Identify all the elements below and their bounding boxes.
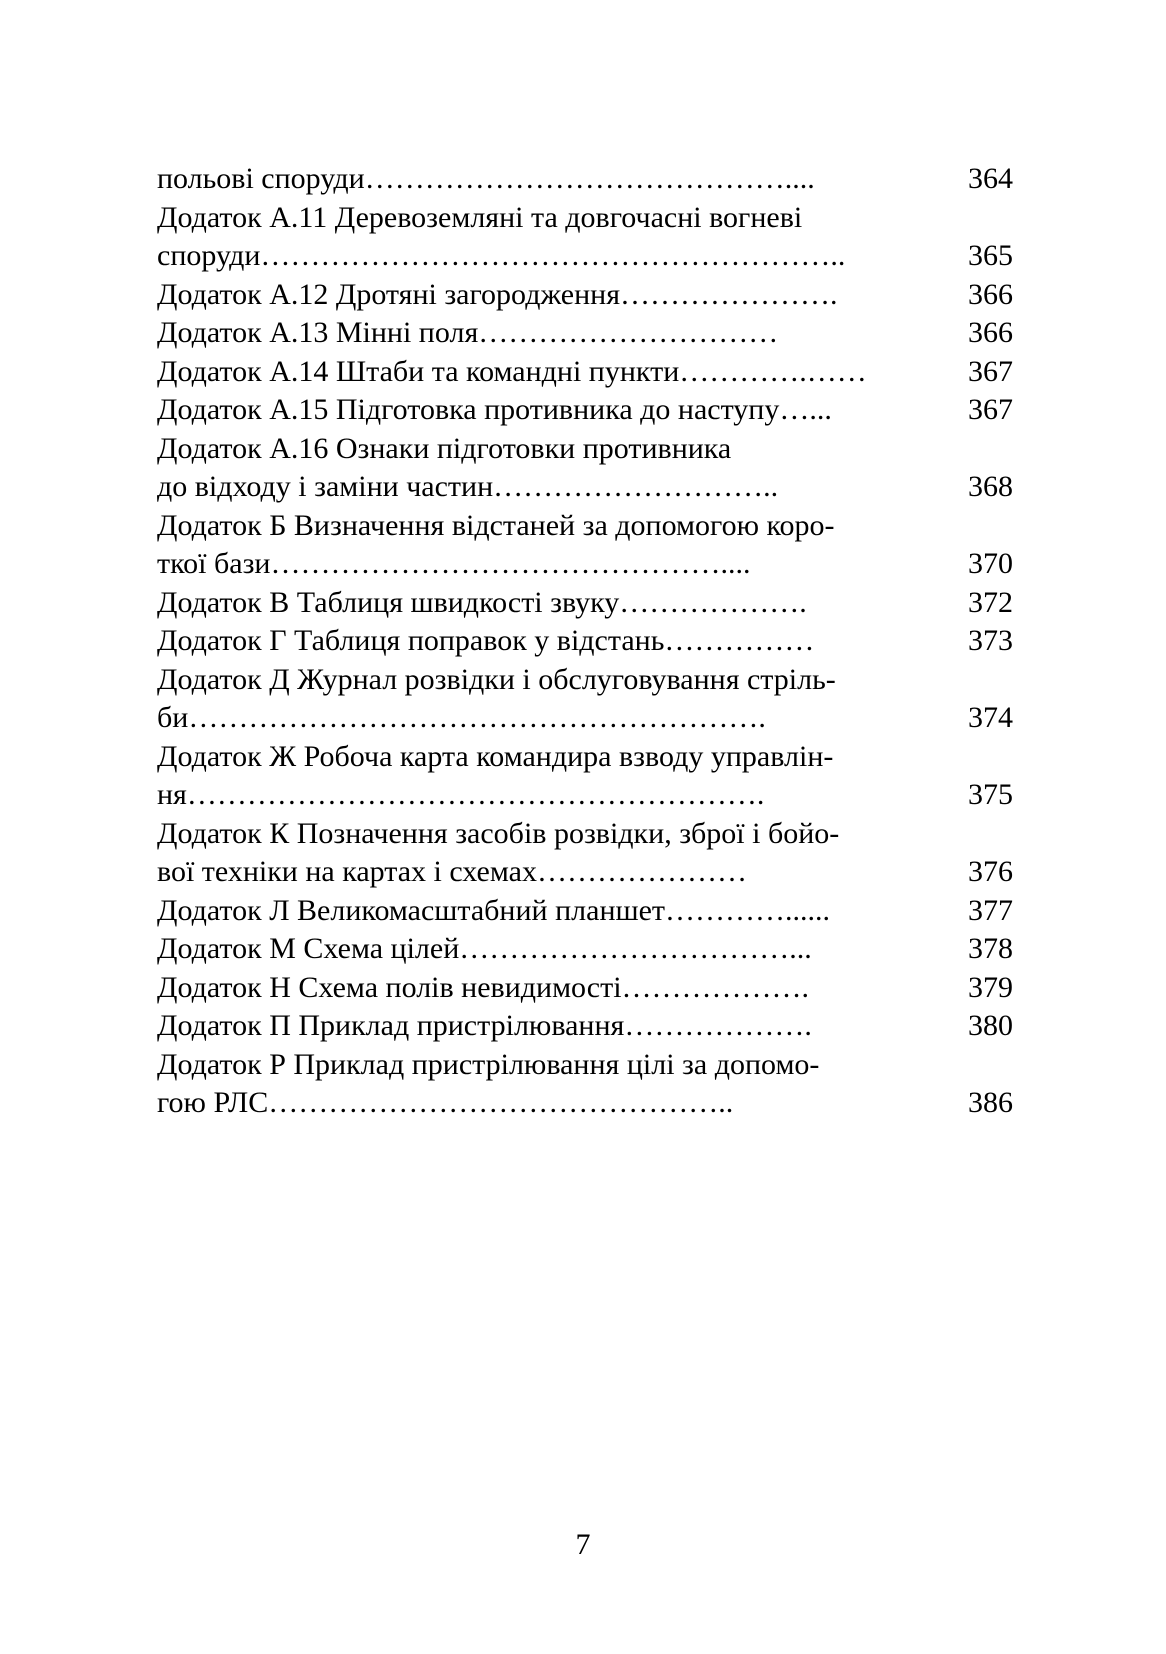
toc-entry-text: Додаток Ж Робоча карта командира взводу управлін- [157,739,834,773]
toc-page-number: 365 [968,239,1013,272]
toc-page-number: 366 [968,277,1013,311]
toc-entry-text: ня…………………………………………………. [157,778,765,811]
toc-line [157,507,1013,546]
toc-line [157,1084,1013,1123]
toc-entry-text: Додаток В Таблиця швидкості звуку………………. [157,585,807,619]
toc-entry-text: Додаток М Схема цілей……………………………... [157,932,812,965]
toc-page-number: 378 [968,932,1013,965]
toc-entry-text: Додаток Р Приклад пристрілювання цілі за допомо- [157,1047,820,1081]
toc-entry-text: польові споруди…………………………………….... [157,162,815,195]
toc-entry-text: вої техніки на картах і схемах………………… [157,855,747,888]
toc-entry-text: Додаток Н Схема полів невидимості………………. [157,970,810,1004]
toc-line [157,237,1013,276]
toc-line [157,430,1013,469]
toc-line [157,1007,1013,1046]
page-number: 7 [575,1528,591,1561]
toc-line [157,699,1013,738]
toc-page-number: 375 [968,778,1013,811]
toc-line [157,199,1013,238]
toc-entry-text: Додаток А.16 Ознаки підготовки противника [157,431,732,465]
toc-entry-text: Додаток К Позначення засобів розвідки, зброї і бойо- [157,816,840,850]
toc-page-number: 372 [968,585,1013,619]
toc-line [157,738,1013,777]
toc-line [157,353,1013,392]
toc-page-number: 373 [968,624,1013,657]
toc-entry-text: Додаток А.12 Дротяні загородження…………………. [157,277,838,311]
toc-line [157,314,1013,353]
toc-page-number: 376 [968,855,1013,888]
toc-line [157,853,1013,892]
toc-line [157,160,1013,199]
toc-page-number: 366 [968,316,1013,349]
toc-line [157,468,1013,507]
toc-entry-text: до відходу і заміни частин……………………….. [157,470,779,503]
toc-line [157,776,1013,815]
toc-page-number: 374 [968,701,1013,734]
toc-line [157,969,1013,1008]
toc-entry-text: Додаток А.13 Мінні поля………………………… [157,316,779,349]
toc-entry-text: Додаток Б Визначення відстаней за допомогою коро- [157,508,835,542]
toc-entry-text: би…………………………………………………. [157,701,766,734]
toc-page-number: 370 [968,547,1013,580]
table-of-contents [157,160,1013,1123]
toc-line [157,545,1013,584]
toc-page-number: 367 [968,354,1013,388]
toc-line [157,584,1013,623]
toc-page-number: 379 [968,970,1013,1004]
toc-line [157,1046,1013,1085]
toc-page-number: 367 [968,393,1013,426]
toc-page-number: 377 [968,893,1013,927]
toc-line [157,276,1013,315]
toc-entry-text: Додаток Л Великомасштабний планшет…………...... [157,893,831,927]
toc-page-number: 380 [968,1009,1013,1042]
toc-entry-text: гою РЛС……………………………………….. [157,1086,734,1119]
toc-line [157,930,1013,969]
toc-line [157,622,1013,661]
toc-line [157,391,1013,430]
toc-entry-text: Додаток П Приклад пристрілювання………………. [157,1009,812,1042]
toc-entry-text: Додаток Г Таблиця поправок у відстань…………… [157,624,815,657]
toc-entry-text: споруди………………………………………………….. [157,239,846,272]
toc-page-number: 386 [968,1086,1013,1119]
toc-page-number: 364 [968,162,1013,195]
toc-line [157,661,1013,700]
toc-line [157,815,1013,854]
toc-line [157,892,1013,931]
toc-entry-text: Додаток А.11 Деревоземляні та довгочасні вогневі [157,200,803,234]
toc-entry-text: ткої бази……………………………………….... [157,547,751,580]
toc-entry-text: Додаток Д Журнал розвідки і обслуговування стріль- [157,662,836,696]
toc-page-number: 368 [968,470,1013,503]
toc-entry-text: Додаток А.14 Штаби та командні пункти………….…… [157,354,867,388]
toc-entry-text: Додаток А.15 Підготовка противника до наступу…... [157,393,832,426]
